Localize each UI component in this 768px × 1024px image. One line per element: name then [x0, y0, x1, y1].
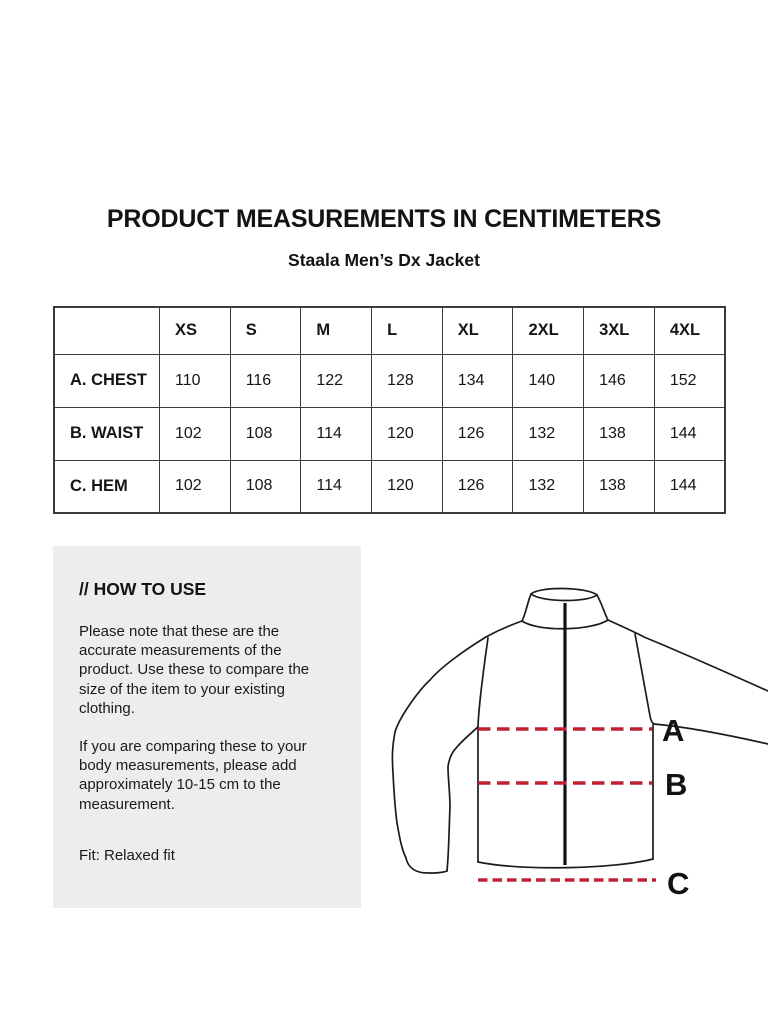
measurement-cell: 102 [160, 460, 231, 513]
measurement-cell: 146 [584, 354, 655, 407]
measurement-cell: 120 [372, 460, 443, 513]
corner-cell [54, 307, 160, 354]
measurement-cell: 120 [372, 407, 443, 460]
chest-label: A [662, 713, 685, 748]
size-column-header: M [301, 307, 372, 354]
size-column-header: XS [160, 307, 231, 354]
how-to-use-panel [53, 546, 361, 908]
measurement-cell: 126 [442, 460, 513, 513]
measurement-cell: 152 [654, 354, 725, 407]
size-column-header: S [230, 307, 301, 354]
measurement-cell: 114 [301, 460, 372, 513]
waist-label: B [665, 767, 688, 802]
size-column-header: 3XL [584, 307, 655, 354]
table-row [54, 407, 725, 460]
measurement-cell: 110 [160, 354, 231, 407]
measurement-cell: 126 [442, 407, 513, 460]
measurement-cell: 122 [301, 354, 372, 407]
measurement-cell: 138 [584, 460, 655, 513]
size-column-header: 2XL [513, 307, 584, 354]
jacket-outline-drawing [388, 578, 768, 908]
measurement-cell: 108 [230, 407, 301, 460]
how-to-use-paragraph: If you are comparing these to your body measurements, please add approximately 10-15 cm to the measurement. [79, 737, 307, 813]
size-column-header: 4XL [654, 307, 725, 354]
how-to-use-paragraph: Please note that these are the accurate measurements of the product. Use these to compare the size of the item to your existing clothing. [79, 623, 310, 717]
measurement-cell: 102 [160, 407, 231, 460]
measurement-cell: 144 [654, 407, 725, 460]
measurement-cell: 132 [513, 460, 584, 513]
size-table-header [54, 307, 725, 354]
size-column-header: L [372, 307, 443, 354]
row-label: B. WAIST [54, 407, 160, 460]
measurement-cell: 114 [301, 407, 372, 460]
table-row [54, 460, 725, 513]
table-row [54, 354, 725, 407]
hem-label: C [667, 866, 690, 901]
measurement-cell: 144 [654, 460, 725, 513]
jacket-measurement-diagram [388, 578, 768, 908]
row-label: A. CHEST [54, 354, 160, 407]
measurement-cell: 134 [442, 354, 513, 407]
size-column-header: XL [442, 307, 513, 354]
header-row [54, 307, 725, 354]
product-name: Staala Men’s Dx Jacket [288, 250, 480, 270]
row-label: C. HEM [54, 460, 160, 513]
size-table [53, 306, 726, 514]
fit-note: Fit: Relaxed fit [79, 846, 175, 864]
size-table-body [54, 354, 725, 513]
measurement-cell: 116 [230, 354, 301, 407]
measurement-cell: 138 [584, 407, 655, 460]
measurement-cell: 108 [230, 460, 301, 513]
measurement-cell: 140 [513, 354, 584, 407]
measurement-lines [478, 729, 656, 880]
measurement-cell: 128 [372, 354, 443, 407]
measurement-cell: 132 [513, 407, 584, 460]
how-to-use-heading: // HOW TO USE [79, 579, 207, 599]
page-title: PRODUCT MEASUREMENTS IN CENTIMETERS [106, 205, 662, 233]
